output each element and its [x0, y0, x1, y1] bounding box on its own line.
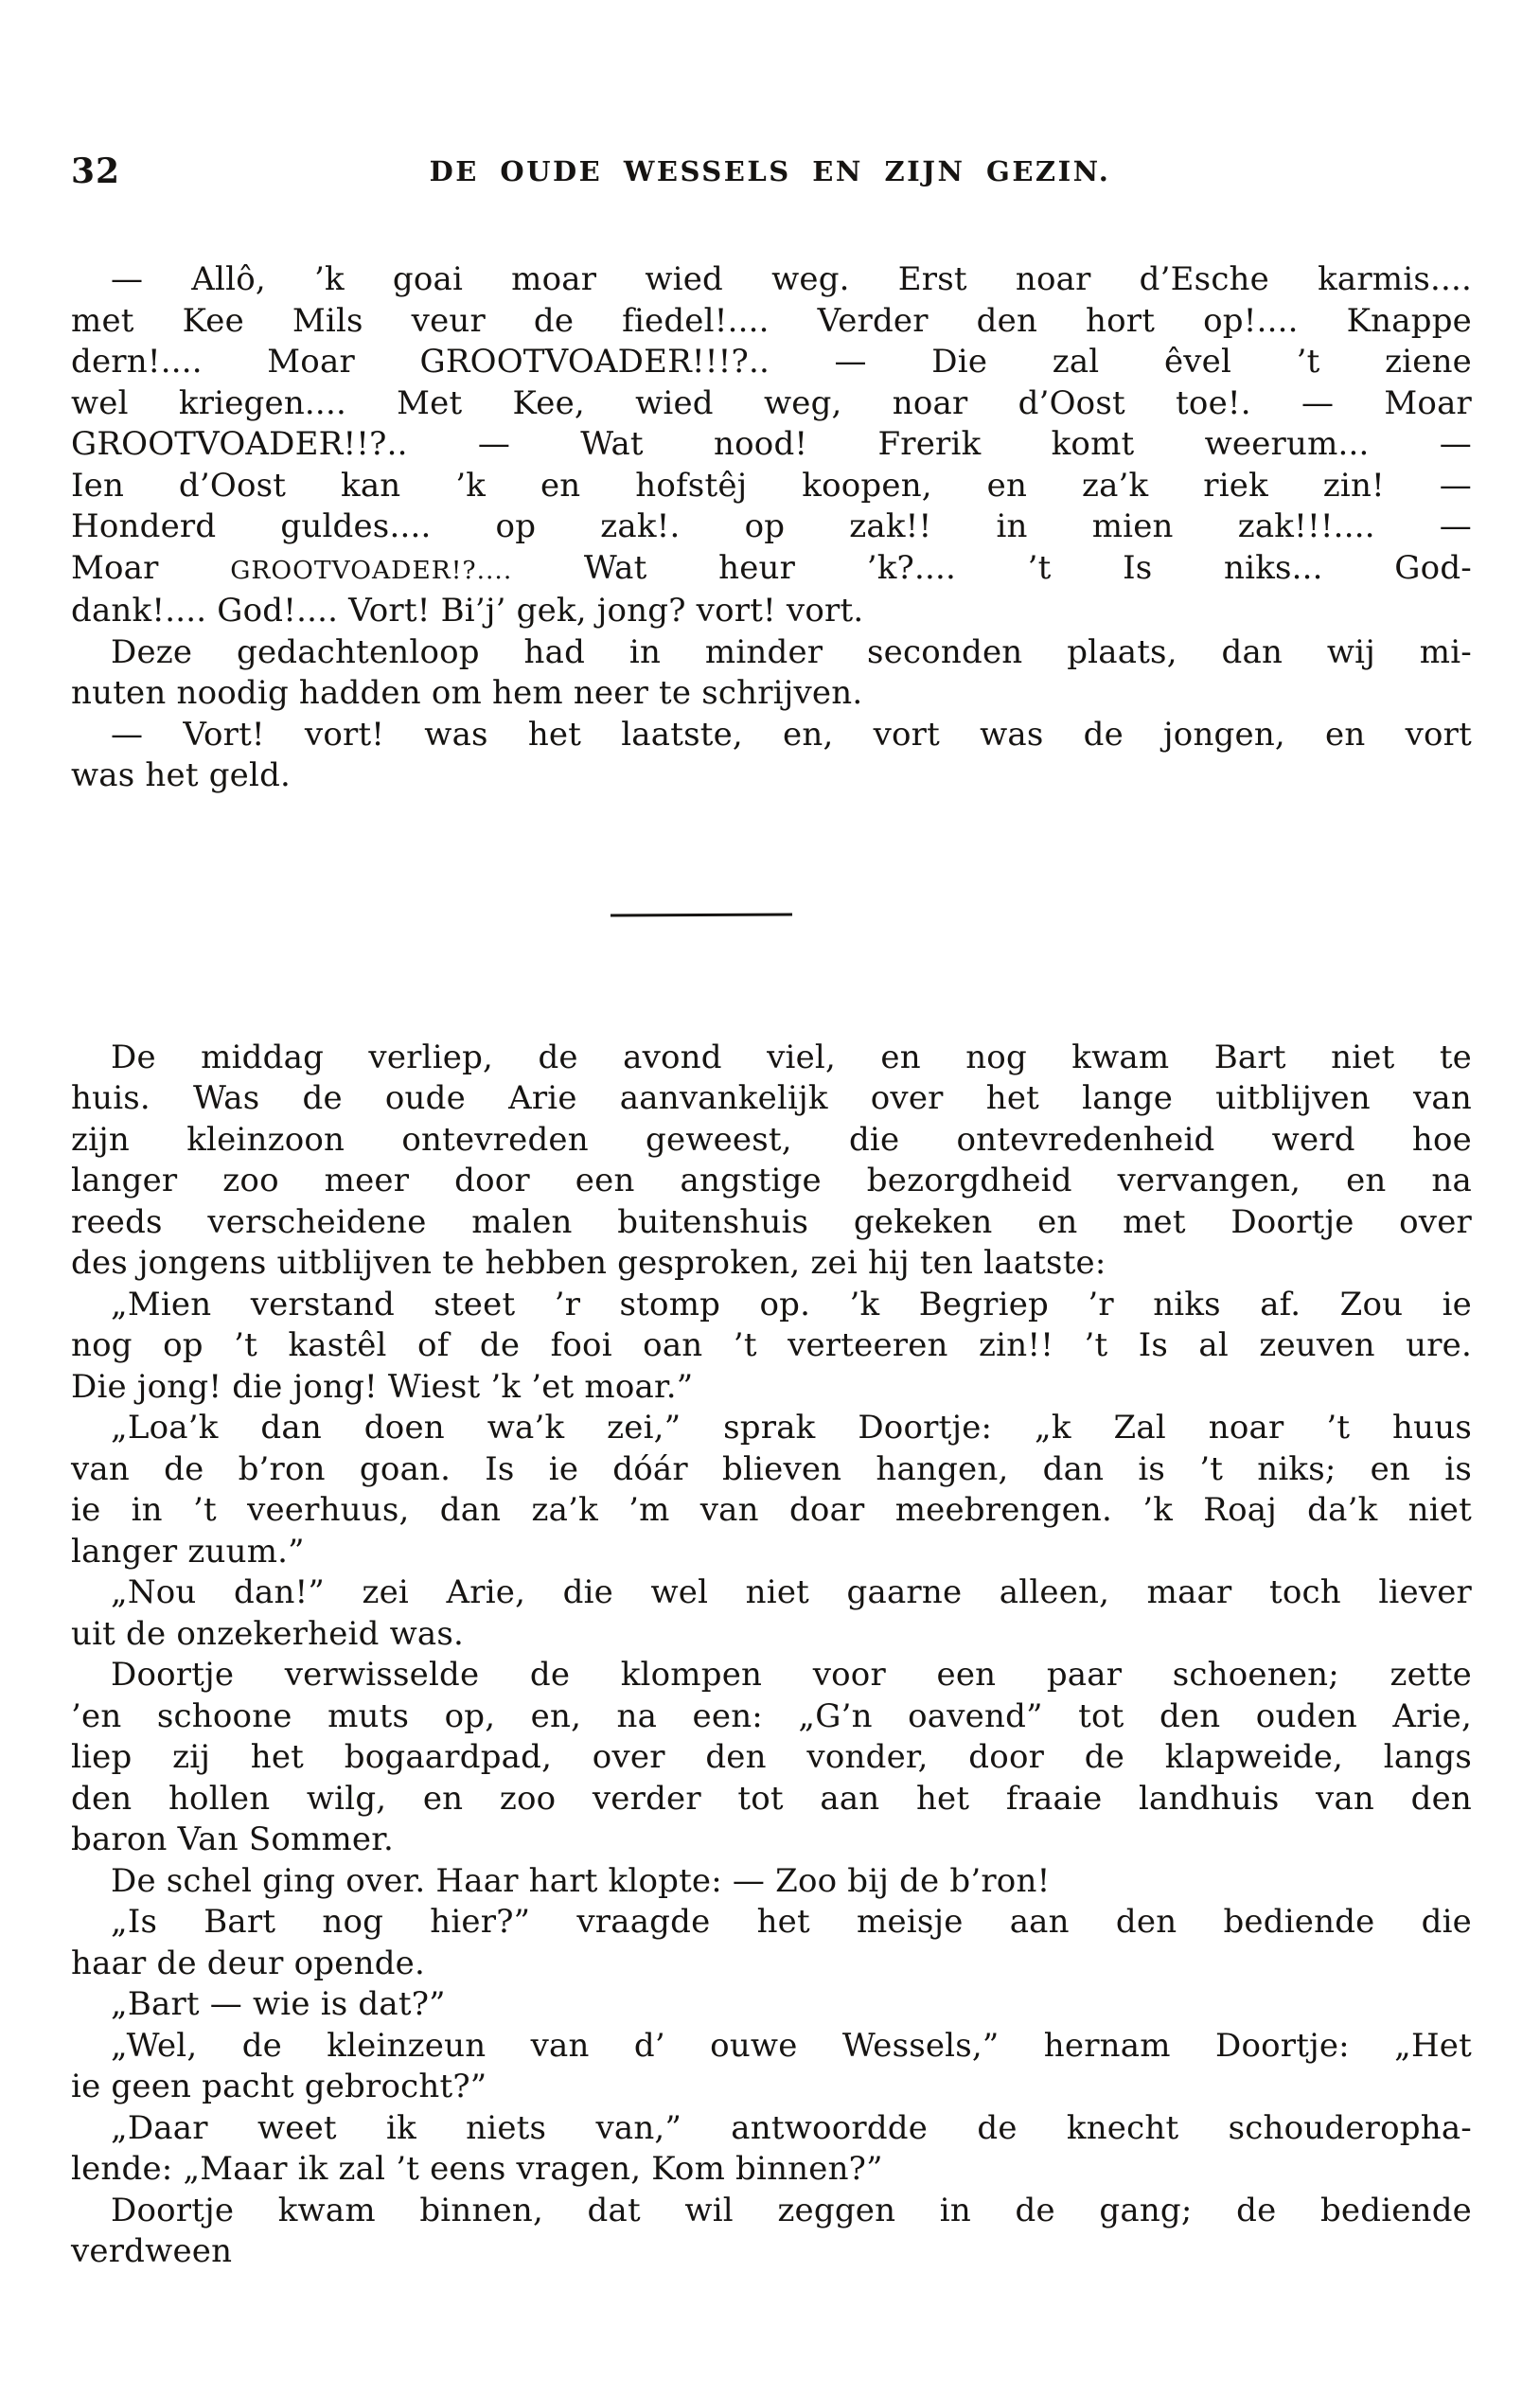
text-line: Doortje kwam binnen, dat wil zeggen in de gang; de bediende: [111, 2191, 1472, 2229]
paragraph: [71, 632, 1472, 715]
text-line: „Nou dan!” zei Arie, die wel niet gaarne alleen, maar toch liever: [111, 1573, 1472, 1611]
text-line: met Kee Mils veur de fiedel!.... Verder den hort op!.... Knappe: [71, 301, 1472, 340]
section-lower: [71, 1038, 1472, 2273]
text-line: — Allô, ’k goai moar wied weg. Erst noar d’Esche karmis....: [111, 260, 1472, 298]
text-line: den hollen wilg, en zoo verder tot aan het fraaie landhuis van den: [71, 1779, 1472, 1818]
text-line: „Mien verstand steet ’r stomp op. ’k Begriep ’r niks af. Zou ie: [111, 1285, 1472, 1323]
paragraph: [71, 1861, 1472, 1903]
text-line: „Wel, de kleinzeun van d’ ouwe Wessels,” hernam Doortje: „Het: [111, 2026, 1472, 2065]
paragraph: [71, 1902, 1472, 1984]
small-caps-text: GROOTVOADER!?....: [230, 555, 513, 585]
text-line: ie in ’t veerhuus, dan za’k ’m van doar meebrengen. ’k Roaj da’k niet: [71, 1491, 1472, 1529]
text-line: „Bart — wie is dat?”: [111, 1985, 446, 2023]
text-line: huis. Was de oude Arie aanvankelijk over het lange uitblijven van: [71, 1079, 1472, 1117]
text-line: „Daar weet ik niets van,” antwoordde de knecht schouderopha-: [111, 2108, 1472, 2147]
text-line: nuten noodig hadden om hem neer te schrijven.: [71, 674, 863, 712]
text-line: [71, 548, 1472, 592]
running-title: DE OUDE WESSELS EN ZIJN GEZIN.: [429, 155, 1111, 187]
text-line: Ien d’Oost kan ’k en hofstêj koopen, en za’k riek zin! —: [71, 466, 1472, 505]
text-line: De middag verliep, de avond viel, en nog kwam Bart niet te: [111, 1038, 1472, 1076]
text-line: wel kriegen.... Met Kee, wied weg, noar d’Oost toe!. — Moar: [71, 383, 1472, 422]
text-line: ’en schoone muts op, en, na een: „G’n oavend” tot den ouden Arie,: [71, 1696, 1472, 1735]
text-line: De schel ging over. Haar hart klopte: — Zoo bij de b’ron!: [111, 1861, 1051, 1900]
text-block: [71, 259, 1472, 2273]
text-line: van de b’ron goan. Is ie dóár blieven hangen, dan is ’t niks; en is: [71, 1449, 1472, 1488]
running-head: [71, 151, 1469, 197]
paragraph: [71, 715, 1472, 797]
text-line: uit de onzekerheid was.: [71, 1614, 465, 1653]
text-line: Die jong! die jong! Wiest ’k ’et moar.”: [71, 1367, 694, 1406]
text-line: Honderd guldes.... op zak!. op zak!! in mien zak!!!.... —: [71, 507, 1472, 545]
paragraph: [71, 2108, 1472, 2191]
text-line: langer zuum.”: [71, 1532, 305, 1571]
paragraph: [71, 1655, 1472, 1861]
text-line: verdween: [71, 2232, 233, 2270]
text-line: ie geen pacht gebrocht?”: [71, 2068, 487, 2105]
section-divider-rule: [611, 913, 792, 916]
text-segment: Wat heur ’k?.... ’t Is niks... God-: [512, 548, 1472, 587]
text-line: Doortje verwisselde de klompen voor een paar schoenen; zette: [111, 1656, 1472, 1694]
text-line: baron Van Sommer.: [71, 1820, 394, 1858]
text-line: GROOTVOADER!!?.. — Wat nood! Frerik komt weerum... —: [71, 425, 1472, 463]
text-line: des jongens uitblijven te hebben gesproken, zei hij ten laatste:: [71, 1244, 1106, 1282]
paragraph: [71, 1038, 1472, 1285]
text-line: langer zoo meer door een angstige bezorgdheid vervangen, en na: [71, 1162, 1472, 1199]
paragraph: [71, 1984, 1472, 2026]
text-line: Deze gedachtenloop had in minder seconden plaats, dan wij mi-: [111, 632, 1472, 671]
text-line: „Loa’k dan doen wa’k zei,” sprak Doortje: „k Zal noar ’t huus: [111, 1409, 1472, 1447]
paragraph: [71, 2026, 1472, 2108]
text-line: liep zij het bogaardpad, over den vonder, door de klapweide, langs: [71, 1738, 1472, 1776]
text-line: lende: „Maar ik zal ’t eens vragen, Kom binnen?”: [71, 2150, 883, 2188]
text-line: — Vort! vort! was het laatste, en, vort was de jongen, en vort: [111, 715, 1472, 754]
paragraph: [71, 1408, 1472, 1572]
text-segment: Moar: [71, 548, 231, 587]
text-line: was het geld.: [71, 756, 292, 794]
paragraph: [71, 1572, 1472, 1655]
paragraph: [71, 2191, 1472, 2273]
paragraph: [71, 1285, 1472, 1409]
section-upper: [71, 259, 1472, 797]
text-line: zijn kleinzoon ontevreden geweest, die ontevredenheid werd hoe: [71, 1120, 1472, 1159]
text-line: dern!.... Moar GROOTVOADER!!!?.. — Die zal êvel ’t ziene: [71, 343, 1472, 381]
page-number: 32: [71, 151, 121, 191]
text-line: dank!.... God!.... Vort! Bi’j’ gek, jong? vort! vort.: [71, 592, 864, 630]
text-line: reeds verscheidene malen buitenshuis gekeken en met Doortje over: [71, 1202, 1472, 1241]
text-line: nog op ’t kastêl of de fooi oan ’t verteeren zin!! ’t Is al zeuven ure.: [71, 1326, 1472, 1364]
paragraph: [71, 259, 1472, 632]
text-line: „Is Bart nog hier?” vraagde het meisje aan den bediende die: [111, 1903, 1472, 1941]
text-line: haar de deur opende.: [71, 1944, 425, 1982]
